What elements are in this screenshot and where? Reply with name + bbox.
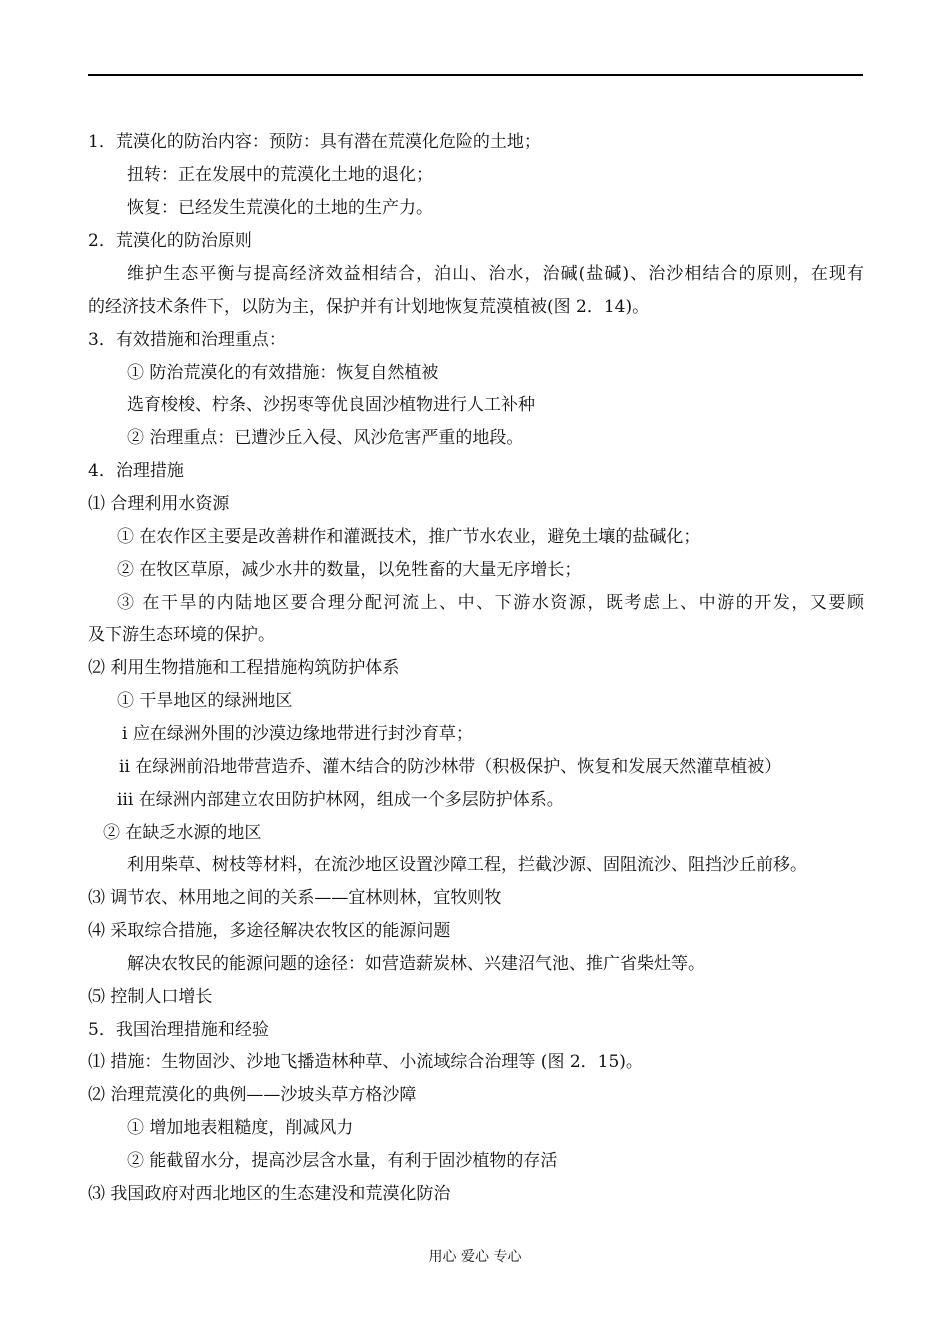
sub-1-point-1: ① 在农作区主要是改善耕作和灌溉技术，推广节水农业，避免土壤的盐碱化； (117, 527, 701, 547)
sub-1-point-2: ② 在牧区草原，减少水井的数量，以免牲畜的大量无序增长； (117, 560, 582, 580)
sub-4-detail: 解决农牧民的能源问题的途径：如营造薪炭林、兴建沼气池、推广省柴灶等。 (127, 954, 705, 974)
measure-1: ① 防治荒漠化的有效措施：恢复自然植被 (127, 363, 439, 383)
page-footer: 用心 爱心 专心 (428, 1249, 522, 1265)
sub-3-heading: ⑶ 调节农、林用地之间的关系——宜林则林，宜牧则牧 (88, 888, 502, 908)
item-5-sub-2-point-1: ① 增加地表粗糙度，削减风力 (127, 1118, 354, 1138)
measure-1-detail: 选育梭梭、柠条、沙拐枣等优良固沙植物进行人工补种 (127, 395, 535, 415)
sub-5-heading: ⑸ 控制人口增长 (88, 987, 213, 1007)
reverse-line: 扭转：正在发展中的荒漠化土地的退化； (127, 165, 433, 185)
item-4-heading: 4．治理措施 (88, 461, 184, 481)
sub-2-heading: ⑵ 利用生物措施和工程措施构筑防护体系 (88, 658, 400, 678)
restore-line: 恢复：已经发生荒漠化的土地的生产力。 (127, 198, 433, 218)
sub-2-point-2-detail: 利用柴草、树枝等材料，在流沙地区设置沙障工程，拦截沙源、固阻流沙、阻挡沙丘前移。 (127, 855, 807, 875)
item-5-sub-1: ⑴ 措施：生物固沙、沙地飞播造林种草、小流域综合治理等 (图 2．15)。 (88, 1052, 643, 1072)
item-2-heading: 2．荒漠化的防治原则 (88, 231, 252, 251)
item-5-heading: 5．我国治理措施和经验 (88, 1020, 269, 1040)
sub-2-roman-ii: ⅱ 在绿洲前沿地带营造乔、灌木结合的防沙林带（积极保护、恢复和发展天然灌草植被） (119, 757, 782, 777)
sub-1-point-3-line-1: ③ 在干旱的内陆地区要合理分配河流上、中、下游水资源，既考虑上、中游的开发，又要顾 (117, 593, 864, 613)
item-1-heading: 1．荒漠化的防治内容：预防：具有潜在荒漠化危险的土地； (88, 132, 541, 152)
principle-paragraph-line-2: 的经济技术条件下，以防为主，保护并有计划地恢复荒漠植被(图 2．14)。 (88, 297, 650, 317)
measure-2: ② 治理重点：已遭沙丘入侵、风沙危害严重的地段。 (127, 428, 524, 448)
item-5-sub-3: ⑶ 我国政府对西北地区的生态建没和荒漠化防治 (88, 1184, 451, 1204)
sub-1-heading: ⑴ 合理利用水资源 (88, 494, 230, 514)
sub-2-point-2: ② 在缺乏水源的地区 (103, 823, 262, 843)
item-5-sub-2: ⑵ 治理荒漠化的典例——沙坡头草方格沙障 (88, 1085, 417, 1105)
sub-2-roman-iii: ⅲ 在绿洲内部建立农田防护林网，组成一个多层防护体系。 (117, 790, 564, 810)
item-5-sub-2-point-2: ② 能截留水分，提高沙层含水量，有利于固沙植物的存活 (127, 1151, 558, 1171)
sub-1-point-3-line-2: 及下游生态环境的保护。 (88, 625, 275, 645)
sub-2-point-1: ① 干旱地区的绿洲地区 (117, 691, 293, 711)
principle-paragraph-line-1: 维护生态平衡与提高经济效益相结合，泊山、治水，治碱(盐碱)、治沙相结合的原则，在现有 (127, 264, 864, 284)
sub-4-heading: ⑷ 采取综合措施，多途径解决农牧区的能源问题 (88, 921, 451, 941)
sub-2-roman-i: ⅰ 应在绿洲外围的沙漠边缘地带进行封沙育草； (122, 724, 473, 744)
header-rule (88, 74, 863, 76)
item-3-heading: 3．有效措施和治理重点： (88, 330, 286, 350)
